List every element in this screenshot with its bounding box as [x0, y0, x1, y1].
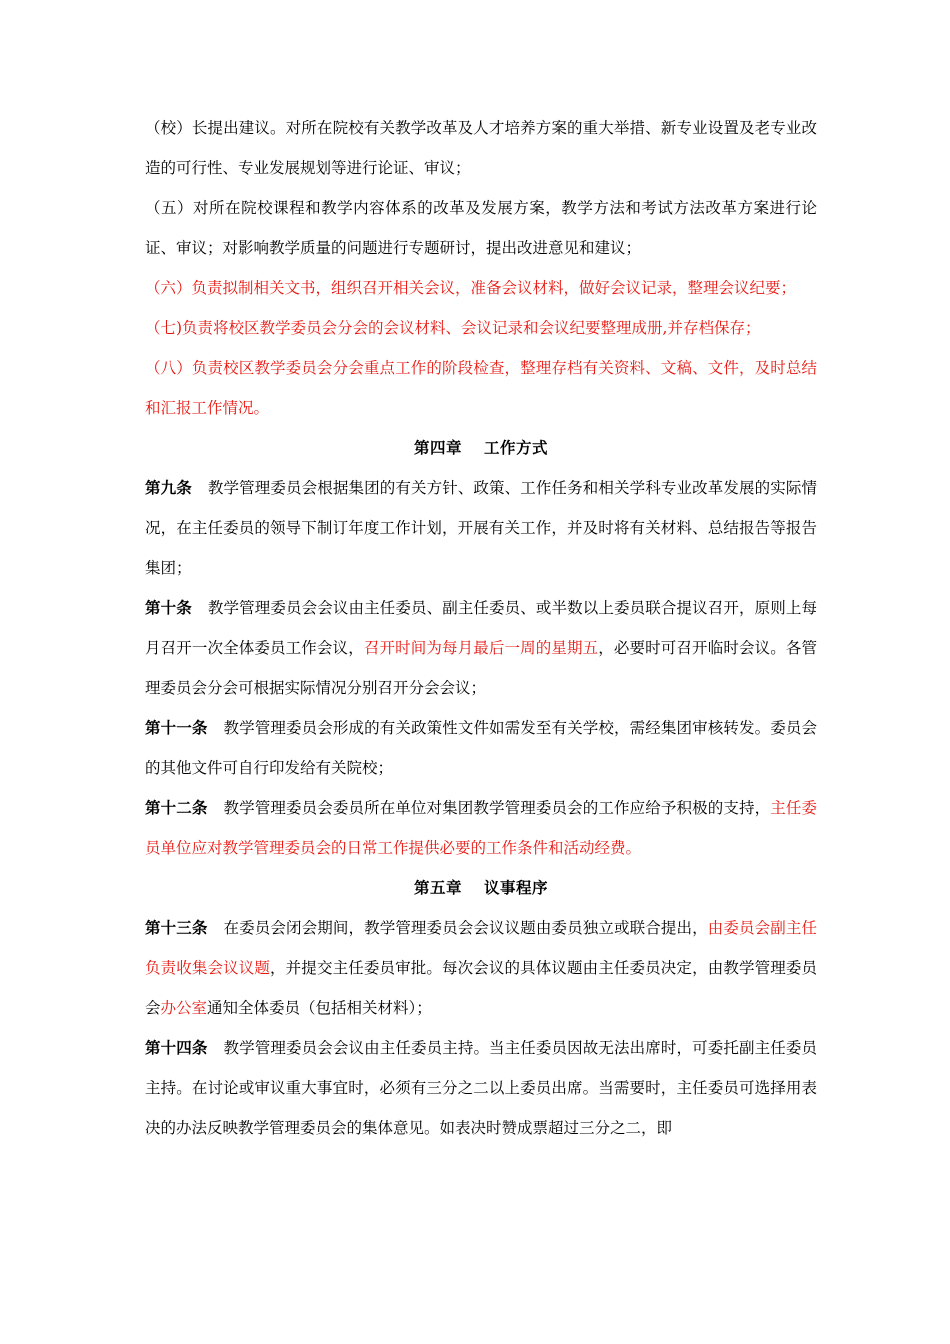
article-10-label: 第十条: [145, 598, 192, 617]
article-10-text-b: ，必要时可召开临时会议。各管理委员会分会可根据实际情况分别召开分会会议；: [145, 639, 817, 697]
article-9-label: 第九条: [145, 478, 192, 497]
article-14-label: 第十四条: [145, 1038, 208, 1057]
article-12-highlight: 主任委员单位应对教学管理委员会的日常工作提供必要的工作条件和活动经费。: [145, 799, 817, 857]
chapter-4-heading: [145, 428, 817, 468]
article-14-text: 教学管理委员会会议由主任委员主持。当主任委员因故无法出席时，可委托副主任委员主持。在讨论或审议重大事宜时，必须有三分之二以上委员出席。当需要时，主任委员可选择用表决的办法反映教学管理委员会的集体意见。如表决时赞成票超过三分之二，即: [145, 1039, 817, 1137]
paragraph-item-7: （七)负责将校区教学委员会分会的会议材料、会议记录和会议纪要整理成册,并存档保存；: [145, 319, 761, 337]
article-13-highlight-office: 办公室: [160, 999, 208, 1017]
article-10: [145, 588, 817, 708]
chapter-4-title: 工作方式: [484, 438, 549, 457]
article-11: [145, 708, 817, 788]
article-11-text: 教学管理委员会形成的有关政策性文件如需发至有关学校，需经集团审核转发。委员会的其他文件可自行印发给有关院校；: [145, 719, 817, 777]
article-10-highlight: 召开时间为每月最后一周的星期五: [363, 639, 599, 657]
paragraph-item-8: （八）负责校区教学委员会分会重点工作的阶段检查，整理存档有关资料、文稿、文件，及时总结和汇报工作情况。: [145, 359, 817, 417]
article-14: [145, 1028, 817, 1148]
article-13-text-a: 在委员会闭会期间，教学管理委员会会议议题由委员独立或联合提出，: [223, 919, 708, 937]
paragraph-item-6: （六）负责拟制相关文书，组织召开相关会议，准备会议材料，做好会议记录，整理会议纪要；: [145, 279, 797, 297]
paragraph-continued-item: （校）长提出建议。对所在院校有关教学改革及人才培养方案的重大举措、新专业设置及老专业改造的可行性、专业发展规划等进行论证、审议；: [145, 119, 817, 177]
article-11-label: 第十一条: [145, 718, 208, 737]
article-12: [145, 788, 817, 868]
article-13: [145, 908, 817, 1028]
article-13-label: 第十三条: [145, 918, 208, 937]
paragraph-item-5: （五）对所在院校课程和教学内容体系的改革及发展方案，教学方法和考试方法改革方案进行论证、审议；对影响教学质量的问题进行专题研讨，提出改进意见和建议；: [145, 199, 817, 257]
article-13-highlight: 由委员会副主任负责收集会议议题: [145, 919, 817, 977]
article-12-text-a: 教学管理委员会委员所在单位对集团教学管理委员会的工作应给予积极的支持，: [223, 799, 771, 817]
chapter-5-number: 第五章: [413, 878, 462, 897]
article-13-text-c: 通知全体委员（包括相关材料）；: [207, 999, 432, 1017]
chapter-4-number: 第四章: [413, 438, 462, 457]
article-9-text: 教学管理委员会根据集团的有关方针、政策、工作任务和相关学科专业改革发展的实际情况，在主任委员的领导下制订年度工作计划，开展有关工作，并及时将有关材料、总结报告等报告集团；: [145, 479, 817, 577]
article-9: [145, 468, 817, 588]
article-13-text-b: ，并提交主任委员审批。每次会议的具体议题由主任委员决定，由教学管理委员会: [145, 959, 817, 1017]
document-page: [145, 108, 817, 1148]
chapter-5-heading: [145, 868, 817, 908]
chapter-5-title: 议事程序: [484, 878, 549, 897]
article-12-label: 第十二条: [145, 798, 208, 817]
article-10-text-a: 教学管理委员会会议由主任委员、副主任委员、或半数以上委员联合提议召开，原则上每月召开一次全体委员工作会议，: [145, 599, 817, 657]
